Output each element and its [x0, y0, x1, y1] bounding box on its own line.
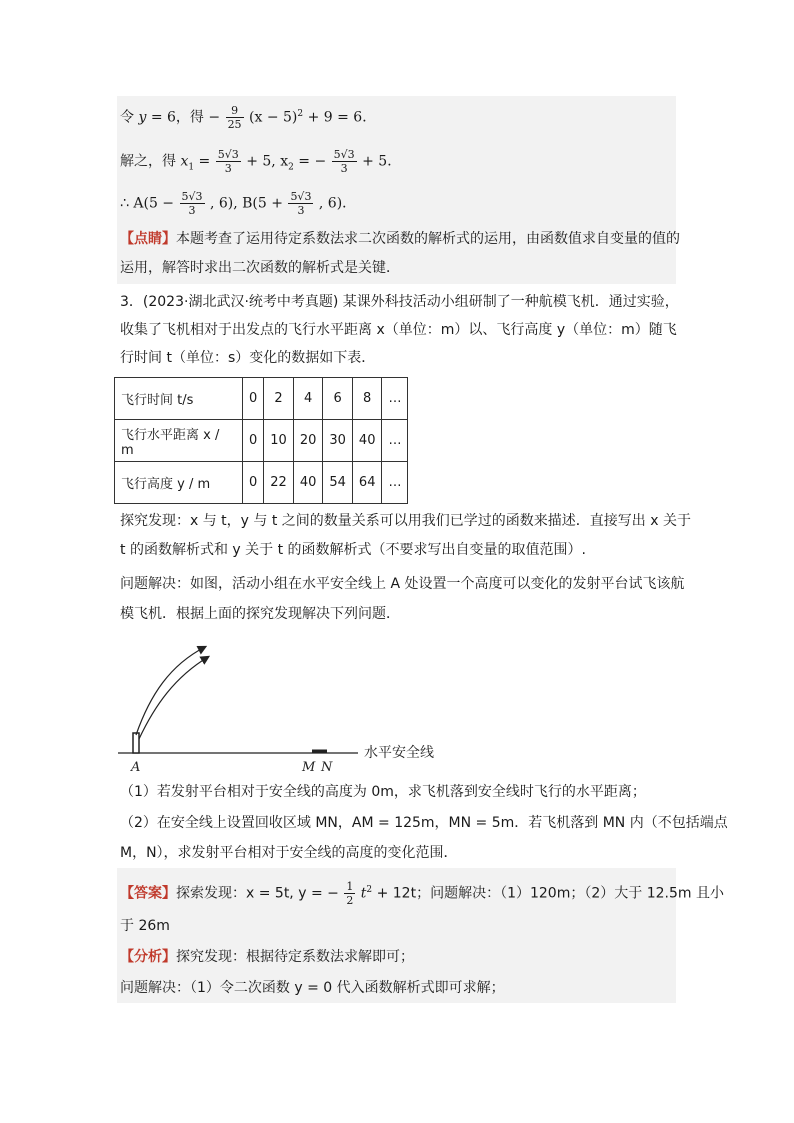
- text: t: [360, 885, 367, 902]
- table-cell: 20: [293, 420, 323, 462]
- text: 解之，得: [120, 153, 176, 170]
- table-cell: 0: [243, 378, 264, 420]
- launch-platform: [133, 733, 139, 753]
- text: , 6)．: [318, 195, 357, 212]
- table-cell: 30: [323, 420, 353, 462]
- text: + 9 = 6．: [307, 109, 377, 126]
- question-2-line-2: M，N），求发射平台相对于安全线的高度的变化范围．: [120, 845, 458, 861]
- comment-tag: 【点睛】: [120, 231, 176, 247]
- answer-tag: 【答案】: [120, 885, 176, 902]
- table-cell: 6: [323, 378, 353, 420]
- table-row: [115, 420, 408, 462]
- row-label: 飞行时间 t/s: [115, 378, 243, 420]
- table-cell: 0: [243, 462, 264, 504]
- text: (x − 5): [249, 109, 298, 126]
- table-row: [115, 378, 408, 420]
- text: ∴: [120, 195, 129, 212]
- analysis-line-1: [120, 947, 676, 967]
- flight-diagram: [0, 635, 794, 775]
- text: + 5．: [362, 153, 402, 170]
- text: 探索发现：x = 5t, y = −: [176, 885, 339, 902]
- row-label: 飞行水平距离 x / m: [115, 420, 243, 462]
- fraction: $\frac{5√3}{3}$: [181, 190, 203, 217]
- text: = −: [298, 153, 327, 170]
- table-cell: 8: [352, 378, 382, 420]
- text: 本题考查了运用待定系数法求二次函数的解析式的运用，由函数值求自变量的值的: [176, 231, 680, 247]
- table-cell: 2: [264, 378, 294, 420]
- table-cell: 4: [293, 378, 323, 420]
- fraction: $\frac{5√3}{3}$: [217, 148, 239, 175]
- row-label: 飞行高度 y / m: [115, 462, 243, 504]
- solution-line-2: 解之，得 $x_1$ = $\frac{5√3}{3}$ + 5, $x_2$ = − $\frac{5√3}{3}$ + 5．: [120, 148, 402, 175]
- table-cell: 0: [243, 420, 264, 462]
- math-var: y: [138, 109, 147, 126]
- text: =: [198, 153, 215, 170]
- solution-line-3: [120, 190, 676, 217]
- text: 运用，解答时求出二次函数的解析式是关键．: [120, 260, 400, 276]
- explore-line-1: 探究发现：x 与 t，y 与 t 之间的数量关系可以用我们已学过的函数来描述．直接写出 x 关于: [120, 513, 691, 529]
- explore-line-2: t 的函数解析式和 y 关于 t 的函数解析式（不要求写出自变量的取值范围）.: [120, 542, 586, 558]
- table-cell: …: [382, 420, 408, 462]
- label-N: N: [321, 760, 333, 775]
- answer-line-1: 【答案】探索发现：x = 5t, y = − $\frac{1}{2}$ $t^2 + 12t$；问题解决：（1）120m；（2）大于 12.5m 且小: [120, 880, 724, 908]
- text: = 6，得: [150, 109, 204, 126]
- problem-line-2: 收集了飞机相对于出发点的飞行水平距离 x（单位：m）以、飞行高度 y（单位：m）随飞: [120, 322, 677, 338]
- analysis-line-2: 问题解决：（1）令二次函数 y = 0 代入函数解析式即可求解；: [120, 980, 505, 996]
- math-var: x: [180, 153, 189, 170]
- answer-line-2: 于 26m: [120, 918, 170, 934]
- safety-line-label: 水平安全线: [364, 745, 434, 761]
- table-cell: 22: [264, 462, 294, 504]
- label-A: A: [131, 760, 141, 775]
- fraction: $\frac{1}{2}$: [346, 880, 354, 908]
- fraction: $\frac{5√3}{3}$: [333, 148, 355, 175]
- text: 探究发现：根据待定系数法求解即可；: [176, 949, 414, 965]
- flight-path-outer: [136, 647, 205, 735]
- table-cell: 40: [293, 462, 323, 504]
- comment-line-2: [120, 258, 676, 278]
- fraction: $\frac{9}{25}$: [227, 104, 242, 132]
- explore-line-3: 问题解决：如图，活动小组在水平安全线上 A 处设置一个高度可以变化的发射平台试飞该航: [120, 576, 685, 592]
- data-table: [114, 377, 408, 504]
- table-cell: 64: [352, 462, 382, 504]
- table-cell: …: [382, 378, 408, 420]
- explore-line-4: 模飞机．根据上面的探究发现解决下列问题．: [120, 606, 400, 622]
- table-cell: 40: [352, 420, 382, 462]
- table-cell: …: [382, 462, 408, 504]
- question-1: （1）若发射平台相对于安全线的高度为 0m，求飞机落到安全线时飞行的水平距离；: [120, 784, 646, 800]
- problem-line-1: 3．(2023·湖北武汉·统考中考真题) 某课外科技活动小组研制了一种航模飞机．通过实验，: [120, 294, 679, 310]
- text: A(5 −: [133, 195, 175, 212]
- text: 令: [120, 109, 134, 126]
- text: , 6), B(5 +: [209, 195, 283, 212]
- comment-line-1: [120, 229, 680, 249]
- table-cell: 10: [264, 420, 294, 462]
- fraction: $\frac{5√3}{3}$: [290, 190, 312, 217]
- analysis-tag: 【分析】: [120, 949, 176, 965]
- problem-line-3: 行时间 t（单位：s）变化的数据如下表．: [120, 350, 376, 366]
- text: −: [208, 109, 221, 126]
- text: + 12t；问题解决：（1）120m；（2）大于 12.5m 且小: [372, 885, 724, 902]
- table-row: [115, 462, 408, 504]
- text: + 5, x: [246, 153, 289, 170]
- table-cell: 54: [323, 462, 353, 504]
- solution-line-1: 令 y = 6，得 − $\frac{9}{25}$ $(x - 5)^2 + 9 = 6$．: [120, 104, 377, 132]
- question-2-line-1: （2）在安全线上设置回收区域 MN，AM = 125m，MN = 5m．若飞机落到 MN 内（不包括端点: [120, 815, 728, 831]
- label-M: M: [302, 760, 316, 775]
